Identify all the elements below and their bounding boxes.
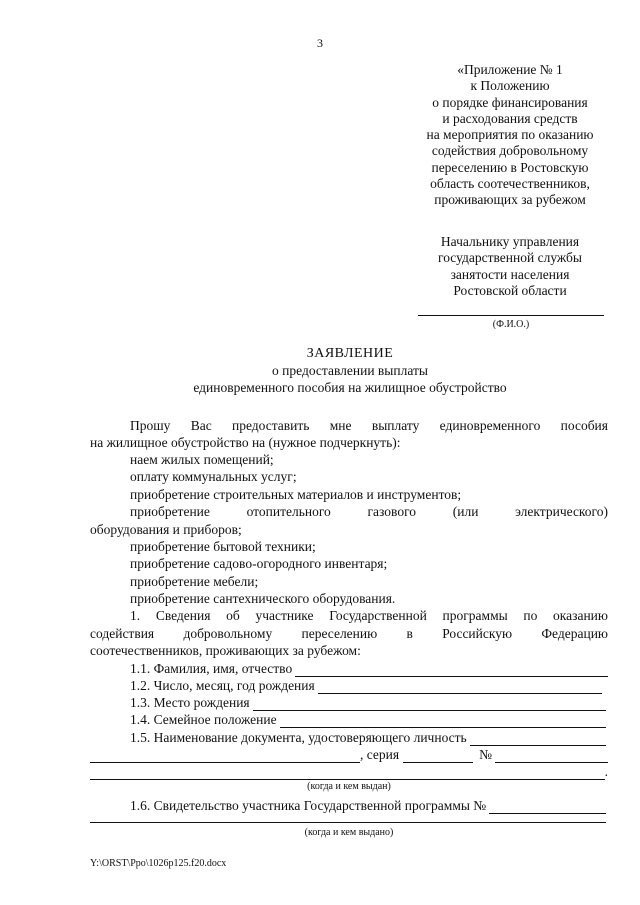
blank-line[interactable] <box>295 663 608 677</box>
document-title <box>0 345 640 396</box>
appendix-line: о порядке финансирования <box>432 94 588 110</box>
appendix-line: к Положению <box>470 78 550 94</box>
caption-issued: (когда и кем выдан) <box>307 781 391 792</box>
option-item[interactable]: приобретение мебели; <box>130 574 259 589</box>
blank-line[interactable] <box>470 732 606 746</box>
field-birth-place[interactable] <box>130 694 606 711</box>
field-label: 1.4. Семейное положение <box>130 712 277 727</box>
field-id-document[interactable] <box>130 729 606 746</box>
field-label: 1.1. Фамилия, имя, отчество <box>130 661 293 676</box>
addressee-line: государственной службы <box>438 250 582 266</box>
appendix-line: проживающих за рубежом <box>434 192 586 208</box>
series-blank-line[interactable] <box>403 749 473 763</box>
addressee-line: Начальнику управления <box>440 234 580 249</box>
blank-line[interactable] <box>253 697 606 711</box>
field-birth-date[interactable] <box>130 677 602 694</box>
field-label: 1.3. Место рождения <box>130 695 250 710</box>
fio-caption: (Ф.И.О.) <box>492 319 530 330</box>
field-issued-by[interactable] <box>90 763 608 780</box>
appendix-line: переселению в Ростовскую <box>431 159 589 175</box>
appendix-header <box>380 62 640 209</box>
field-label: 1.6. Свидетельство участника Государственной программы № <box>130 798 487 813</box>
addressee-line: занятости населения <box>450 266 570 282</box>
footer-file-path: Y:\ORST\Ppo\1026p125.f20.docx <box>90 858 227 869</box>
blank-line[interactable] <box>318 680 602 694</box>
field-participant-certificate[interactable] <box>130 797 606 814</box>
option-item[interactable]: приобретение строительных материалов и инструментов; <box>130 487 462 502</box>
section-heading-line: 1. Сведения об участнике Государственной программы по оказанию <box>130 608 608 623</box>
period: . <box>604 764 608 779</box>
intro-line: Прошу Вас предоставить мне выплату единовременного пособия <box>130 418 608 433</box>
appendix-line: область соотечественников, <box>430 176 590 192</box>
option-item[interactable]: оплату коммунальных услуг; <box>130 469 297 484</box>
field-marital-status[interactable] <box>130 711 606 728</box>
caption-issued-certificate: (когда и кем выдано) <box>304 827 394 838</box>
section-heading-line: содействия добровольному переселению в Российскую Федерацию <box>90 626 608 641</box>
field-label: 1.2. Число, месяц, год рождения <box>130 678 315 693</box>
blank-line[interactable] <box>280 714 606 728</box>
title-line: единовременного пособия на жилищное обустройство <box>193 380 507 395</box>
appendix-line: на мероприятия по оказанию <box>426 127 594 143</box>
section-heading-line: соотечественников, проживающих за рубежом: <box>90 643 361 658</box>
title-line: о предоставлении выплаты <box>272 363 428 378</box>
appendix-line: «Приложение № 1 <box>457 62 563 77</box>
blank-line-full[interactable] <box>90 822 606 823</box>
intro-line: на жилищное обустройство на (нужное подчеркнуть): <box>90 435 401 450</box>
field-id-series-number[interactable] <box>90 746 608 763</box>
addressee-block <box>380 234 640 299</box>
option-item[interactable]: приобретение отопительного газового (или электрического) <box>130 504 608 519</box>
fio-blank-line[interactable] <box>418 315 604 316</box>
option-item[interactable]: приобретение бытовой техники; <box>130 539 316 554</box>
blank-line[interactable] <box>489 800 606 814</box>
appendix-line: и расходования средств <box>442 110 578 126</box>
title-main: ЗАЯВЛЕНИЕ <box>306 346 394 361</box>
series-label: , серия <box>360 747 400 762</box>
field-full-name[interactable] <box>130 660 608 677</box>
appendix-line: содействия добровольному <box>431 143 589 159</box>
option-item[interactable]: наем жилых помещений; <box>130 452 274 467</box>
option-item[interactable]: приобретение сантехнического оборудования. <box>130 591 396 606</box>
field-label: 1.5. Наименование документа, удостоверяющего личность <box>130 730 467 745</box>
option-item-continuation: оборудования и приборов; <box>90 522 242 537</box>
blank-line[interactable] <box>90 766 605 780</box>
number-blank-line[interactable] <box>495 749 608 763</box>
addressee-line: Ростовской области <box>453 282 567 298</box>
number-sign: № <box>479 747 492 762</box>
blank-line[interactable] <box>90 749 360 763</box>
option-item[interactable]: приобретение садово-огородного инвентаря; <box>130 556 388 571</box>
page-number: 3 <box>317 36 323 50</box>
